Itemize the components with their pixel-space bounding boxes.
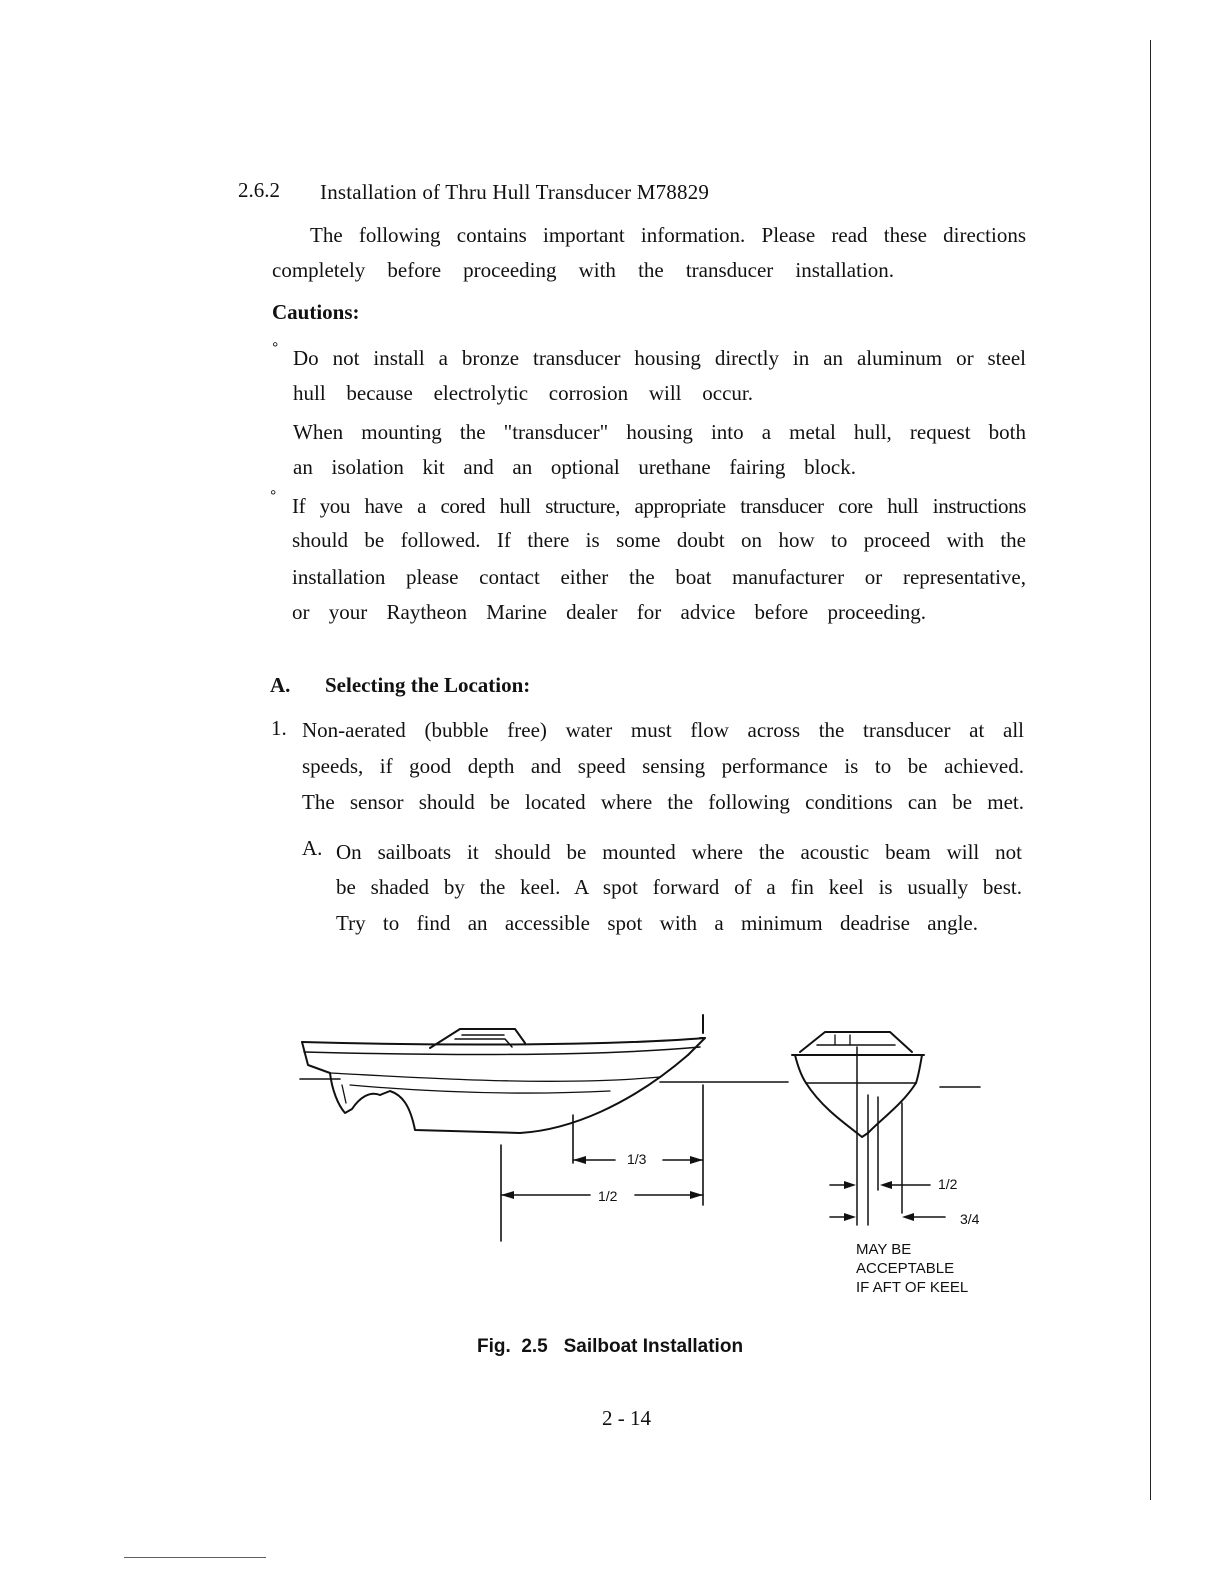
label-one-third: 1/3 [627,1151,647,1167]
location-item-number: 1. [271,716,287,740]
sub-item-line-1: On sailboats it should be mounted where the acoustic beam will not [336,840,1022,864]
label-one-half-side: 1/2 [598,1188,618,1204]
figure-note-line-2: ACCEPTABLE [856,1260,955,1277]
page-edge-line [1150,40,1151,1500]
location-item-line-2: speeds, if good depth and speed sensing performance is to be achieved. [302,754,1024,778]
figure-caption: Fig. 2.5 Sailboat Installation [477,1336,744,1357]
section-title: Installation of Thru Hull Transducer M78829 [320,180,710,204]
label-one-half-front: 1/2 [938,1176,958,1192]
caution-1-line-2: hull because electrolytic corrosion will occur. [293,381,753,405]
caution-2-line-3: installation please contact either the boat manufacturer or representative, [292,565,1026,589]
sub-item-line-3: Try to find an accessible spot with a minimum deadrise angle. [336,911,978,935]
figure-note-line-3: IF AFT OF KEEL [856,1279,969,1296]
sub-item-line-2: be shaded by the keel. A spot forward of a fin keel is usually best. [336,875,1022,899]
bottom-underline [124,1557,266,1558]
caution-2-line-4: or your Raytheon Marine dealer for advice before proceeding. [292,600,926,624]
caution-1-line-1: Do not install a bronze transducer housing directly in an aluminum or steel [293,346,1026,370]
side-view-hull [300,1015,788,1241]
caution-2-line-2: should be followed. If there is some doubt on how to proceed with the [292,528,1026,552]
bullet-icon: ° [272,340,279,357]
location-item-line-3: The sensor should be located where the following conditions can be met. [302,790,1024,814]
location-letter: A. [270,673,291,697]
section-number: 2.6.2 [238,178,280,202]
caution-1-line-3: When mounting the "transducer" housing into a metal hull, request both [293,420,1026,444]
intro-line-1: The following contains important information. Please read these directions [310,223,1026,247]
front-view-hull [792,1032,980,1225]
intro-line-2: completely before proceeding with the transducer installation. [272,258,894,282]
page-number: 2 - 14 [602,1406,651,1430]
location-item-line-1: Non-aerated (bubble free) water must flow across the transducer at all [302,718,1024,742]
bullet-icon: ° [270,488,277,505]
figure-note-line-1: MAY BE [856,1241,912,1258]
label-three-quarter: 3/4 [960,1211,980,1227]
front-dimension-arrowheads [844,1181,914,1221]
cautions-heading: Cautions: [272,300,360,324]
location-heading: Selecting the Location: [325,673,531,697]
caution-1-line-4: an isolation kit and an optional urethane fairing block. [293,455,856,479]
caution-2-line-1: If you have a cored hull structure, appropriate transducer core hull instructions [292,494,1026,518]
sub-item-letter: A. [302,836,323,860]
